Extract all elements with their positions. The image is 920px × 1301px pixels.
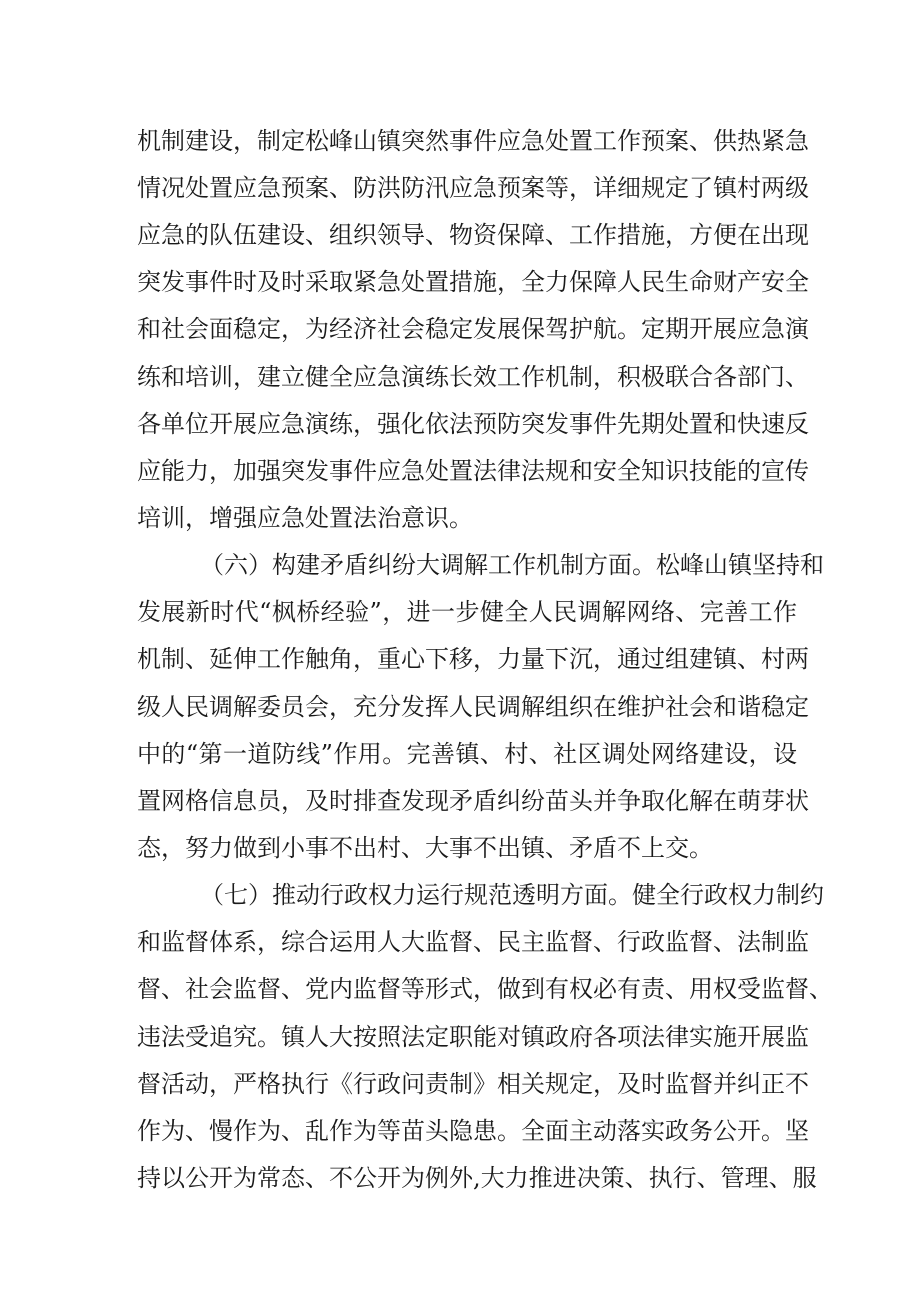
section-heading-line: （六）构建矛盾纠纷大调解工作机制方面。松峰山镇坚持和 (200, 551, 824, 579)
section-heading-line: （七）推动行政权力运行规范透明方面。健全行政权力制约 (200, 881, 824, 909)
text-line: 督、社会监督、党内监督等形式，做到有权必有责、用权受监督、 (137, 975, 833, 1003)
text-line: 置网格信息员，及时排查发现矛盾纠纷苗头并争取化解在萌芽状 (137, 787, 809, 815)
text-line: 和社会面稳定，为经济社会稳定发展保驾护航。定期开展应急演 (137, 315, 809, 343)
text-line: 态，努力做到小事不出村、大事不出镇、矛盾不上交。 (137, 834, 713, 862)
text-line: 应能力，加强突发事件应急处置法律法规和安全知识技能的宣传 (137, 457, 809, 485)
text-line: 应急的队伍建设、组织领导、物资保障、工作措施，方便在出现 (137, 221, 809, 249)
text-line: 和监督体系，综合运用人大监督、民主监督、行政监督、法制监 (137, 928, 809, 956)
text-line: 发展新时代“枫桥经验”，进一步健全人民调解网络、完善工作 (137, 598, 797, 626)
text-line: 级人民调解委员会，充分发挥人民调解组织在维护社会和谐稳定 (137, 693, 809, 721)
text-line: 机制建设，制定松峰山镇突然事件应急处置工作预案、供热紧急 (137, 127, 809, 155)
text-line: 中的“第一道防线”作用。完善镇、村、社区调处网络建设，设 (137, 740, 797, 768)
text-line: 作为、慢作为、乱作为等苗头隐患。全面主动落实政务公开。坚 (137, 1117, 809, 1145)
text-line: 情况处置应急预案、防洪防汛应急预案等，详细规定了镇村两级 (137, 174, 809, 202)
text-line: 练和培训，建立健全应急演练长效工作机制，积极联合各部门、 (137, 363, 809, 391)
text-line: 督活动，严格执行《行政问责制》相关规定，及时监督并纠正不 (137, 1070, 809, 1098)
text-line: 突发事件时及时采取紧急处置措施，全力保障人民生命财产安全 (137, 268, 809, 296)
text-line: 各单位开展应急演练，强化依法预防突发事件先期处置和快速反 (137, 410, 809, 438)
text-line: 机制、延伸工作触角，重心下移，力量下沉，通过组建镇、村两 (137, 645, 809, 673)
text-line: 持以公开为常态、不公开为例外,大力推进决策、执行、管理、服 (137, 1164, 817, 1192)
text-line: 培训，增强应急处置法治意识。 (137, 504, 473, 532)
text-line: 违法受追究。镇人大按照法定职能对镇政府各项法律实施开展监 (137, 1023, 809, 1051)
